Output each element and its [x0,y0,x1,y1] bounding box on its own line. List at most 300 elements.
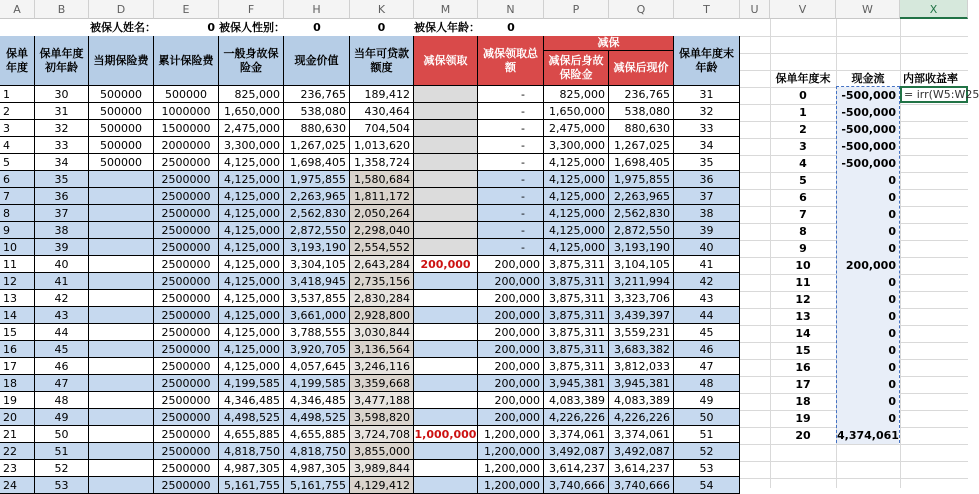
withdraw-cell[interactable] [414,358,478,375]
death-benefit-cell[interactable]: 4,125,000 [219,358,284,375]
policy-year-cell[interactable]: 3 [0,120,35,137]
death-benefit-cell[interactable]: 4,125,000 [219,188,284,205]
loan-limit-cell[interactable]: 2,928,800 [350,307,414,324]
policy-year-cell[interactable]: 14 [0,307,35,324]
loan-limit-cell[interactable]: 3,477,188 [350,392,414,409]
post-death-benefit-cell[interactable]: 3,740,666 [544,477,609,494]
death-benefit-cell[interactable]: 4,125,000 [219,239,284,256]
cashflow-value-cell[interactable]: 0 [837,308,899,325]
death-benefit-cell[interactable]: 4,125,000 [219,307,284,324]
loan-limit-cell[interactable]: 1,013,620 [350,137,414,154]
cumulative-premium-cell[interactable]: 2500000 [154,443,219,460]
policy-year-cell[interactable]: 7 [0,188,35,205]
cashflow-value-cell[interactable]: 4,374,061 [837,429,899,442]
cumulative-premium-cell[interactable]: 2500000 [154,273,219,290]
cumulative-premium-cell[interactable]: 1500000 [154,120,219,137]
loan-limit-cell[interactable]: 2,830,284 [350,290,414,307]
end-age-cell[interactable]: 32 [674,103,740,120]
withdraw-cell[interactable] [414,188,478,205]
current-premium-cell[interactable] [89,205,154,222]
withdraw-cell[interactable] [414,171,478,188]
start-age-cell[interactable]: 49 [35,409,89,426]
withdraw-cell[interactable] [414,324,478,341]
post-cash-value-cell[interactable]: 2,562,830 [609,205,674,222]
loan-limit-cell[interactable]: 3,598,820 [350,409,414,426]
loan-limit-cell[interactable]: 1,580,684 [350,171,414,188]
current-premium-cell[interactable] [89,477,154,494]
end-age-cell[interactable]: 40 [674,239,740,256]
post-death-benefit-cell[interactable]: 4,083,389 [544,392,609,409]
current-premium-cell[interactable]: 500000 [89,137,154,154]
cashflow-year-cell[interactable]: 1 [799,106,807,119]
column-header-b[interactable]: B [35,0,89,19]
end-age-cell[interactable]: 34 [674,137,740,154]
cumulative-premium-cell[interactable]: 2500000 [154,222,219,239]
start-age-cell[interactable]: 45 [35,341,89,358]
cash-value-cell[interactable]: 2,562,830 [284,205,350,222]
current-premium-cell[interactable] [89,256,154,273]
start-age-cell[interactable]: 48 [35,392,89,409]
current-premium-cell[interactable]: 500000 [89,86,154,103]
post-cash-value-cell[interactable]: 2,263,965 [609,188,674,205]
loan-limit-cell[interactable]: 3,855,000 [350,443,414,460]
death-benefit-cell[interactable]: 4,125,000 [219,154,284,171]
cashflow-year-cell[interactable]: 13 [795,310,811,323]
post-cash-value-cell[interactable]: 1,698,405 [609,154,674,171]
post-death-benefit-cell[interactable]: 3,614,237 [544,460,609,477]
loan-limit-cell[interactable]: 3,724,708 [350,426,414,443]
cashflow-value-cell[interactable]: 0 [837,393,899,410]
post-cash-value-cell[interactable]: 3,439,397 [609,307,674,324]
withdraw-total-cell[interactable]: 1,200,000 [478,477,544,494]
end-age-cell[interactable]: 38 [674,205,740,222]
policy-year-cell[interactable]: 17 [0,358,35,375]
loan-limit-cell[interactable]: 2,643,284 [350,256,414,273]
withdraw-cell[interactable] [414,154,478,171]
column-header-n[interactable]: N [478,0,544,19]
cashflow-year-cell[interactable]: 3 [799,140,807,153]
death-benefit-cell[interactable]: 4,987,305 [219,460,284,477]
current-premium-cell[interactable] [89,307,154,324]
post-cash-value-cell[interactable]: 4,083,389 [609,392,674,409]
column-header-w[interactable]: W [836,0,900,19]
cashflow-value-cell[interactable]: 0 [837,410,899,427]
cashflow-year-cell[interactable]: 11 [795,276,811,289]
cash-value-cell[interactable]: 3,920,705 [284,341,350,358]
policy-year-cell[interactable]: 24 [0,477,35,494]
withdraw-cell[interactable]: 200,000 [414,256,478,273]
cashflow-year-cell[interactable]: 16 [795,361,811,374]
withdraw-cell[interactable] [414,341,478,358]
death-benefit-cell[interactable]: 4,655,885 [219,426,284,443]
cumulative-premium-cell[interactable]: 2500000 [154,375,219,392]
cash-value-cell[interactable]: 3,661,000 [284,307,350,324]
loan-limit-cell[interactable]: 189,412 [350,86,414,103]
cumulative-premium-cell[interactable]: 2500000 [154,392,219,409]
post-cash-value-cell[interactable]: 3,211,994 [609,273,674,290]
post-cash-value-cell[interactable]: 1,975,855 [609,171,674,188]
cashflow-year-cell[interactable]: 2 [799,123,807,136]
cumulative-premium-cell[interactable]: 2500000 [154,239,219,256]
cashflow-value-cell[interactable]: 0 [837,206,899,223]
withdraw-cell[interactable] [414,120,478,137]
insured-age-value[interactable]: 0 [507,21,515,34]
cash-value-cell[interactable]: 4,057,645 [284,358,350,375]
policy-year-cell[interactable]: 16 [0,341,35,358]
post-death-benefit-cell[interactable]: 3,492,087 [544,443,609,460]
post-death-benefit-cell[interactable]: 3,875,311 [544,273,609,290]
loan-limit-cell[interactable]: 3,136,564 [350,341,414,358]
policy-year-cell[interactable]: 20 [0,409,35,426]
post-death-benefit-cell[interactable]: 3,945,381 [544,375,609,392]
withdraw-cell[interactable] [414,222,478,239]
death-benefit-cell[interactable]: 4,125,000 [219,205,284,222]
end-age-cell[interactable]: 43 [674,290,740,307]
withdraw-cell[interactable] [414,443,478,460]
withdraw-cell[interactable] [414,392,478,409]
cash-value-cell[interactable]: 3,537,855 [284,290,350,307]
withdraw-total-cell[interactable]: - [478,222,544,239]
post-death-benefit-cell[interactable]: 3,875,311 [544,341,609,358]
cash-value-cell[interactable]: 3,304,105 [284,256,350,273]
column-header-p[interactable]: P [544,0,609,19]
loan-limit-cell[interactable]: 2,298,040 [350,222,414,239]
end-age-cell[interactable]: 53 [674,460,740,477]
end-age-cell[interactable]: 35 [674,154,740,171]
loan-limit-cell[interactable]: 704,504 [350,120,414,137]
withdraw-cell[interactable] [414,307,478,324]
cash-value-cell[interactable]: 4,818,750 [284,443,350,460]
start-age-cell[interactable]: 40 [35,256,89,273]
cash-value-cell[interactable]: 3,193,190 [284,239,350,256]
column-header-f[interactable]: F [219,0,284,19]
post-death-benefit-cell[interactable]: 3,875,311 [544,358,609,375]
start-age-cell[interactable]: 50 [35,426,89,443]
withdraw-total-cell[interactable]: 1,200,000 [478,426,544,443]
cumulative-premium-cell[interactable]: 2500000 [154,409,219,426]
column-header-h[interactable]: H [284,0,350,19]
cash-value-cell[interactable]: 1,975,855 [284,171,350,188]
withdraw-cell[interactable]: 1,000,000 [414,428,477,441]
current-premium-cell[interactable] [89,460,154,477]
start-age-cell[interactable]: 47 [35,375,89,392]
start-age-cell[interactable]: 43 [35,307,89,324]
column-header-d[interactable]: D [89,0,154,19]
current-premium-cell[interactable] [89,324,154,341]
end-age-cell[interactable]: 54 [674,477,740,494]
post-death-benefit-cell[interactable]: 2,475,000 [544,120,609,137]
death-benefit-cell[interactable]: 4,125,000 [219,290,284,307]
cash-value-cell[interactable]: 2,872,550 [284,222,350,239]
current-premium-cell[interactable] [89,409,154,426]
post-cash-value-cell[interactable]: 538,080 [609,103,674,120]
cashflow-year-cell[interactable]: 10 [795,259,811,272]
post-cash-value-cell[interactable]: 3,683,382 [609,341,674,358]
post-cash-value-cell[interactable]: 3,740,666 [609,477,674,494]
post-cash-value-cell[interactable]: 3,492,087 [609,443,674,460]
start-age-cell[interactable]: 38 [35,222,89,239]
policy-year-cell[interactable]: 13 [0,290,35,307]
cashflow-year-cell[interactable]: 7 [799,208,807,221]
withdraw-total-cell[interactable]: 200,000 [478,358,544,375]
policy-year-cell[interactable]: 19 [0,392,35,409]
post-death-benefit-cell[interactable]: 4,125,000 [544,171,609,188]
death-benefit-cell[interactable]: 2,475,000 [219,120,284,137]
gender-extra-value[interactable]: 0 [377,21,386,34]
end-age-cell[interactable]: 36 [674,171,740,188]
loan-limit-cell[interactable]: 2,050,264 [350,205,414,222]
withdraw-total-cell[interactable]: 200,000 [478,307,544,324]
cashflow-value-cell[interactable]: 200,000 [837,257,899,274]
start-age-cell[interactable]: 34 [35,154,89,171]
end-age-cell[interactable]: 51 [674,426,740,443]
cashflow-value-cell[interactable]: -500,000 [837,121,899,138]
cashflow-value-cell[interactable]: 0 [837,189,899,206]
end-age-cell[interactable]: 37 [674,188,740,205]
current-premium-cell[interactable] [89,290,154,307]
column-header-v[interactable]: V [770,0,836,19]
current-premium-cell[interactable] [89,341,154,358]
end-age-cell[interactable]: 39 [674,222,740,239]
post-death-benefit-cell[interactable]: 4,125,000 [544,222,609,239]
withdraw-cell[interactable] [414,137,478,154]
loan-limit-cell[interactable]: 2,554,552 [350,239,414,256]
cash-value-cell[interactable]: 4,655,885 [284,426,350,443]
start-age-cell[interactable]: 37 [35,205,89,222]
cumulative-premium-cell[interactable]: 2500000 [154,171,219,188]
cashflow-year-cell[interactable]: 14 [795,327,811,340]
cash-value-cell[interactable]: 4,346,485 [284,392,350,409]
death-benefit-cell[interactable]: 4,125,000 [219,171,284,188]
cash-value-cell[interactable]: 4,498,525 [284,409,350,426]
policy-year-cell[interactable]: 12 [0,273,35,290]
post-cash-value-cell[interactable]: 3,812,033 [609,358,674,375]
policy-year-cell[interactable]: 15 [0,324,35,341]
cumulative-premium-cell[interactable]: 2500000 [154,341,219,358]
current-premium-cell[interactable] [89,222,154,239]
cashflow-value-cell[interactable]: 0 [837,240,899,257]
cumulative-premium-cell[interactable]: 2500000 [154,426,219,443]
cashflow-year-cell[interactable]: 8 [799,225,807,238]
current-premium-cell[interactable]: 500000 [89,154,154,171]
loan-limit-cell[interactable]: 1,358,724 [350,154,414,171]
end-age-cell[interactable]: 52 [674,443,740,460]
cumulative-premium-cell[interactable]: 2500000 [154,188,219,205]
cashflow-year-cell[interactable]: 18 [795,395,811,408]
end-age-cell[interactable]: 48 [674,375,740,392]
withdraw-total-cell[interactable]: - [478,171,544,188]
loan-limit-cell[interactable]: 430,464 [350,103,414,120]
loan-limit-cell[interactable]: 4,129,412 [350,477,414,494]
end-age-cell[interactable]: 50 [674,409,740,426]
withdraw-total-cell[interactable]: 200,000 [478,392,544,409]
column-header-u[interactable]: U [740,0,770,19]
cashflow-year-cell[interactable]: 12 [795,293,811,306]
cashflow-year-cell[interactable]: 5 [799,174,807,187]
start-age-cell[interactable]: 32 [35,120,89,137]
start-age-cell[interactable]: 53 [35,477,89,494]
withdraw-total-cell[interactable]: 1,200,000 [478,443,544,460]
cashflow-year-cell[interactable]: 6 [799,191,807,204]
cumulative-premium-cell[interactable]: 2500000 [154,205,219,222]
policy-year-cell[interactable]: 10 [0,239,35,256]
cashflow-year-cell[interactable]: 17 [795,378,811,391]
column-header-q[interactable]: Q [609,0,674,19]
cashflow-value-cell[interactable]: 0 [837,223,899,240]
withdraw-total-cell[interactable]: 1,200,000 [478,460,544,477]
loan-limit-cell[interactable]: 3,989,844 [350,460,414,477]
cash-value-cell[interactable]: 236,765 [284,86,350,103]
death-benefit-cell[interactable]: 4,125,000 [219,273,284,290]
post-cash-value-cell[interactable]: 4,226,226 [609,409,674,426]
post-death-benefit-cell[interactable]: 3,875,311 [544,307,609,324]
cumulative-premium-cell[interactable]: 2500000 [154,307,219,324]
cashflow-value-cell[interactable]: -500,000 [837,104,899,121]
policy-year-cell[interactable]: 9 [0,222,35,239]
withdraw-total-cell[interactable]: - [478,137,544,154]
loan-limit-cell[interactable]: 3,246,116 [350,358,414,375]
post-cash-value-cell[interactable]: 2,872,550 [609,222,674,239]
end-age-cell[interactable]: 47 [674,358,740,375]
cumulative-premium-cell[interactable]: 1000000 [154,103,219,120]
policy-year-cell[interactable]: 21 [0,426,35,443]
post-death-benefit-cell[interactable]: 4,125,000 [544,239,609,256]
post-cash-value-cell[interactable]: 3,104,105 [609,256,674,273]
current-premium-cell[interactable] [89,392,154,409]
death-benefit-cell[interactable]: 4,498,525 [219,409,284,426]
post-death-benefit-cell[interactable]: 3,875,311 [544,324,609,341]
loan-limit-cell[interactable]: 3,359,668 [350,375,414,392]
cash-value-cell[interactable]: 4,199,585 [284,375,350,392]
current-premium-cell[interactable] [89,375,154,392]
start-age-cell[interactable]: 44 [35,324,89,341]
current-premium-cell[interactable] [89,188,154,205]
cumulative-premium-cell[interactable]: 2500000 [154,324,219,341]
policy-year-cell[interactable]: 5 [0,154,35,171]
death-benefit-cell[interactable]: 1,650,000 [219,103,284,120]
cumulative-premium-cell[interactable]: 2500000 [154,290,219,307]
start-age-cell[interactable]: 51 [35,443,89,460]
start-age-cell[interactable]: 46 [35,358,89,375]
post-death-benefit-cell[interactable]: 1,650,000 [544,103,609,120]
end-age-cell[interactable]: 41 [674,256,740,273]
withdraw-cell[interactable] [414,460,478,477]
withdraw-cell[interactable] [414,290,478,307]
death-benefit-cell[interactable]: 825,000 [219,86,284,103]
policy-year-cell[interactable]: 11 [0,256,35,273]
policy-year-cell[interactable]: 22 [0,443,35,460]
start-age-cell[interactable]: 35 [35,171,89,188]
post-death-benefit-cell[interactable]: 3,875,311 [544,256,609,273]
post-cash-value-cell[interactable]: 3,559,231 [609,324,674,341]
withdraw-total-cell[interactable]: 200,000 [478,375,544,392]
cashflow-value-cell[interactable]: 0 [837,172,899,189]
irr-formula-cell[interactable]: = irr(W5:W25 [900,86,968,103]
withdraw-total-cell[interactable]: - [478,86,544,103]
end-age-cell[interactable]: 31 [674,86,740,103]
start-age-cell[interactable]: 39 [35,239,89,256]
post-death-benefit-cell[interactable]: 3,300,000 [544,137,609,154]
column-header-x[interactable]: X [900,0,968,19]
cumulative-premium-cell[interactable]: 2500000 [154,477,219,494]
post-cash-value-cell[interactable]: 3,193,190 [609,239,674,256]
loan-limit-cell[interactable]: 2,735,156 [350,273,414,290]
post-cash-value-cell[interactable]: 1,267,025 [609,137,674,154]
end-age-cell[interactable]: 46 [674,341,740,358]
cashflow-value-cell[interactable]: -500,000 [837,87,899,104]
cash-value-cell[interactable]: 538,080 [284,103,350,120]
post-cash-value-cell[interactable]: 3,374,061 [609,426,674,443]
death-benefit-cell[interactable]: 4,346,485 [219,392,284,409]
policy-year-cell[interactable]: 18 [0,375,35,392]
withdraw-cell[interactable] [414,273,478,290]
cashflow-year-cell[interactable]: 9 [799,242,807,255]
post-cash-value-cell[interactable]: 3,614,237 [609,460,674,477]
end-age-cell[interactable]: 45 [674,324,740,341]
withdraw-total-cell[interactable]: 200,000 [478,256,544,273]
end-age-cell[interactable]: 44 [674,307,740,324]
post-death-benefit-cell[interactable]: 825,000 [544,86,609,103]
cashflow-year-cell[interactable]: 19 [795,412,811,425]
start-age-cell[interactable]: 42 [35,290,89,307]
withdraw-cell[interactable] [414,477,478,494]
post-death-benefit-cell[interactable]: 4,125,000 [544,188,609,205]
withdraw-cell[interactable] [414,239,478,256]
current-premium-cell[interactable] [89,443,154,460]
cumulative-premium-cell[interactable]: 500000 [154,86,219,103]
column-header-m[interactable]: M [414,0,478,19]
death-benefit-cell[interactable]: 4,199,585 [219,375,284,392]
start-age-cell[interactable]: 33 [35,137,89,154]
post-death-benefit-cell[interactable]: 4,226,226 [544,409,609,426]
policy-year-cell[interactable]: 23 [0,460,35,477]
start-age-cell[interactable]: 36 [35,188,89,205]
current-premium-cell[interactable] [89,171,154,188]
column-header-e[interactable]: E [154,0,219,19]
cash-value-cell[interactable]: 1,698,405 [284,154,350,171]
cash-value-cell[interactable]: 1,267,025 [284,137,350,154]
withdraw-total-cell[interactable]: - [478,239,544,256]
withdraw-total-cell[interactable]: - [478,154,544,171]
loan-limit-cell[interactable]: 1,811,172 [350,188,414,205]
withdraw-cell[interactable] [414,409,478,426]
withdraw-total-cell[interactable]: - [478,120,544,137]
death-benefit-cell[interactable]: 4,125,000 [219,256,284,273]
withdraw-cell[interactable] [414,103,478,120]
cumulative-premium-cell[interactable]: 2500000 [154,256,219,273]
death-benefit-cell[interactable]: 4,125,000 [219,222,284,239]
cashflow-value-cell[interactable]: -500,000 [837,138,899,155]
post-cash-value-cell[interactable]: 3,945,381 [609,375,674,392]
cumulative-premium-cell[interactable]: 2000000 [154,137,219,154]
cash-value-cell[interactable]: 3,788,555 [284,324,350,341]
start-age-cell[interactable]: 41 [35,273,89,290]
insured-name-value[interactable]: 0 [207,21,215,34]
withdraw-total-cell[interactable]: 200,000 [478,409,544,426]
start-age-cell[interactable]: 52 [35,460,89,477]
cashflow-year-cell[interactable]: 15 [795,344,811,357]
end-age-cell[interactable]: 33 [674,120,740,137]
insured-gender-value[interactable]: 0 [313,21,321,34]
withdraw-total-cell[interactable]: 200,000 [478,324,544,341]
withdraw-total-cell[interactable]: - [478,103,544,120]
post-cash-value-cell[interactable]: 880,630 [609,120,674,137]
death-benefit-cell[interactable]: 4,125,000 [219,324,284,341]
withdraw-total-cell[interactable]: 200,000 [478,341,544,358]
cumulative-premium-cell[interactable]: 2500000 [154,358,219,375]
withdraw-total-cell[interactable]: 200,000 [478,273,544,290]
end-age-cell[interactable]: 42 [674,273,740,290]
